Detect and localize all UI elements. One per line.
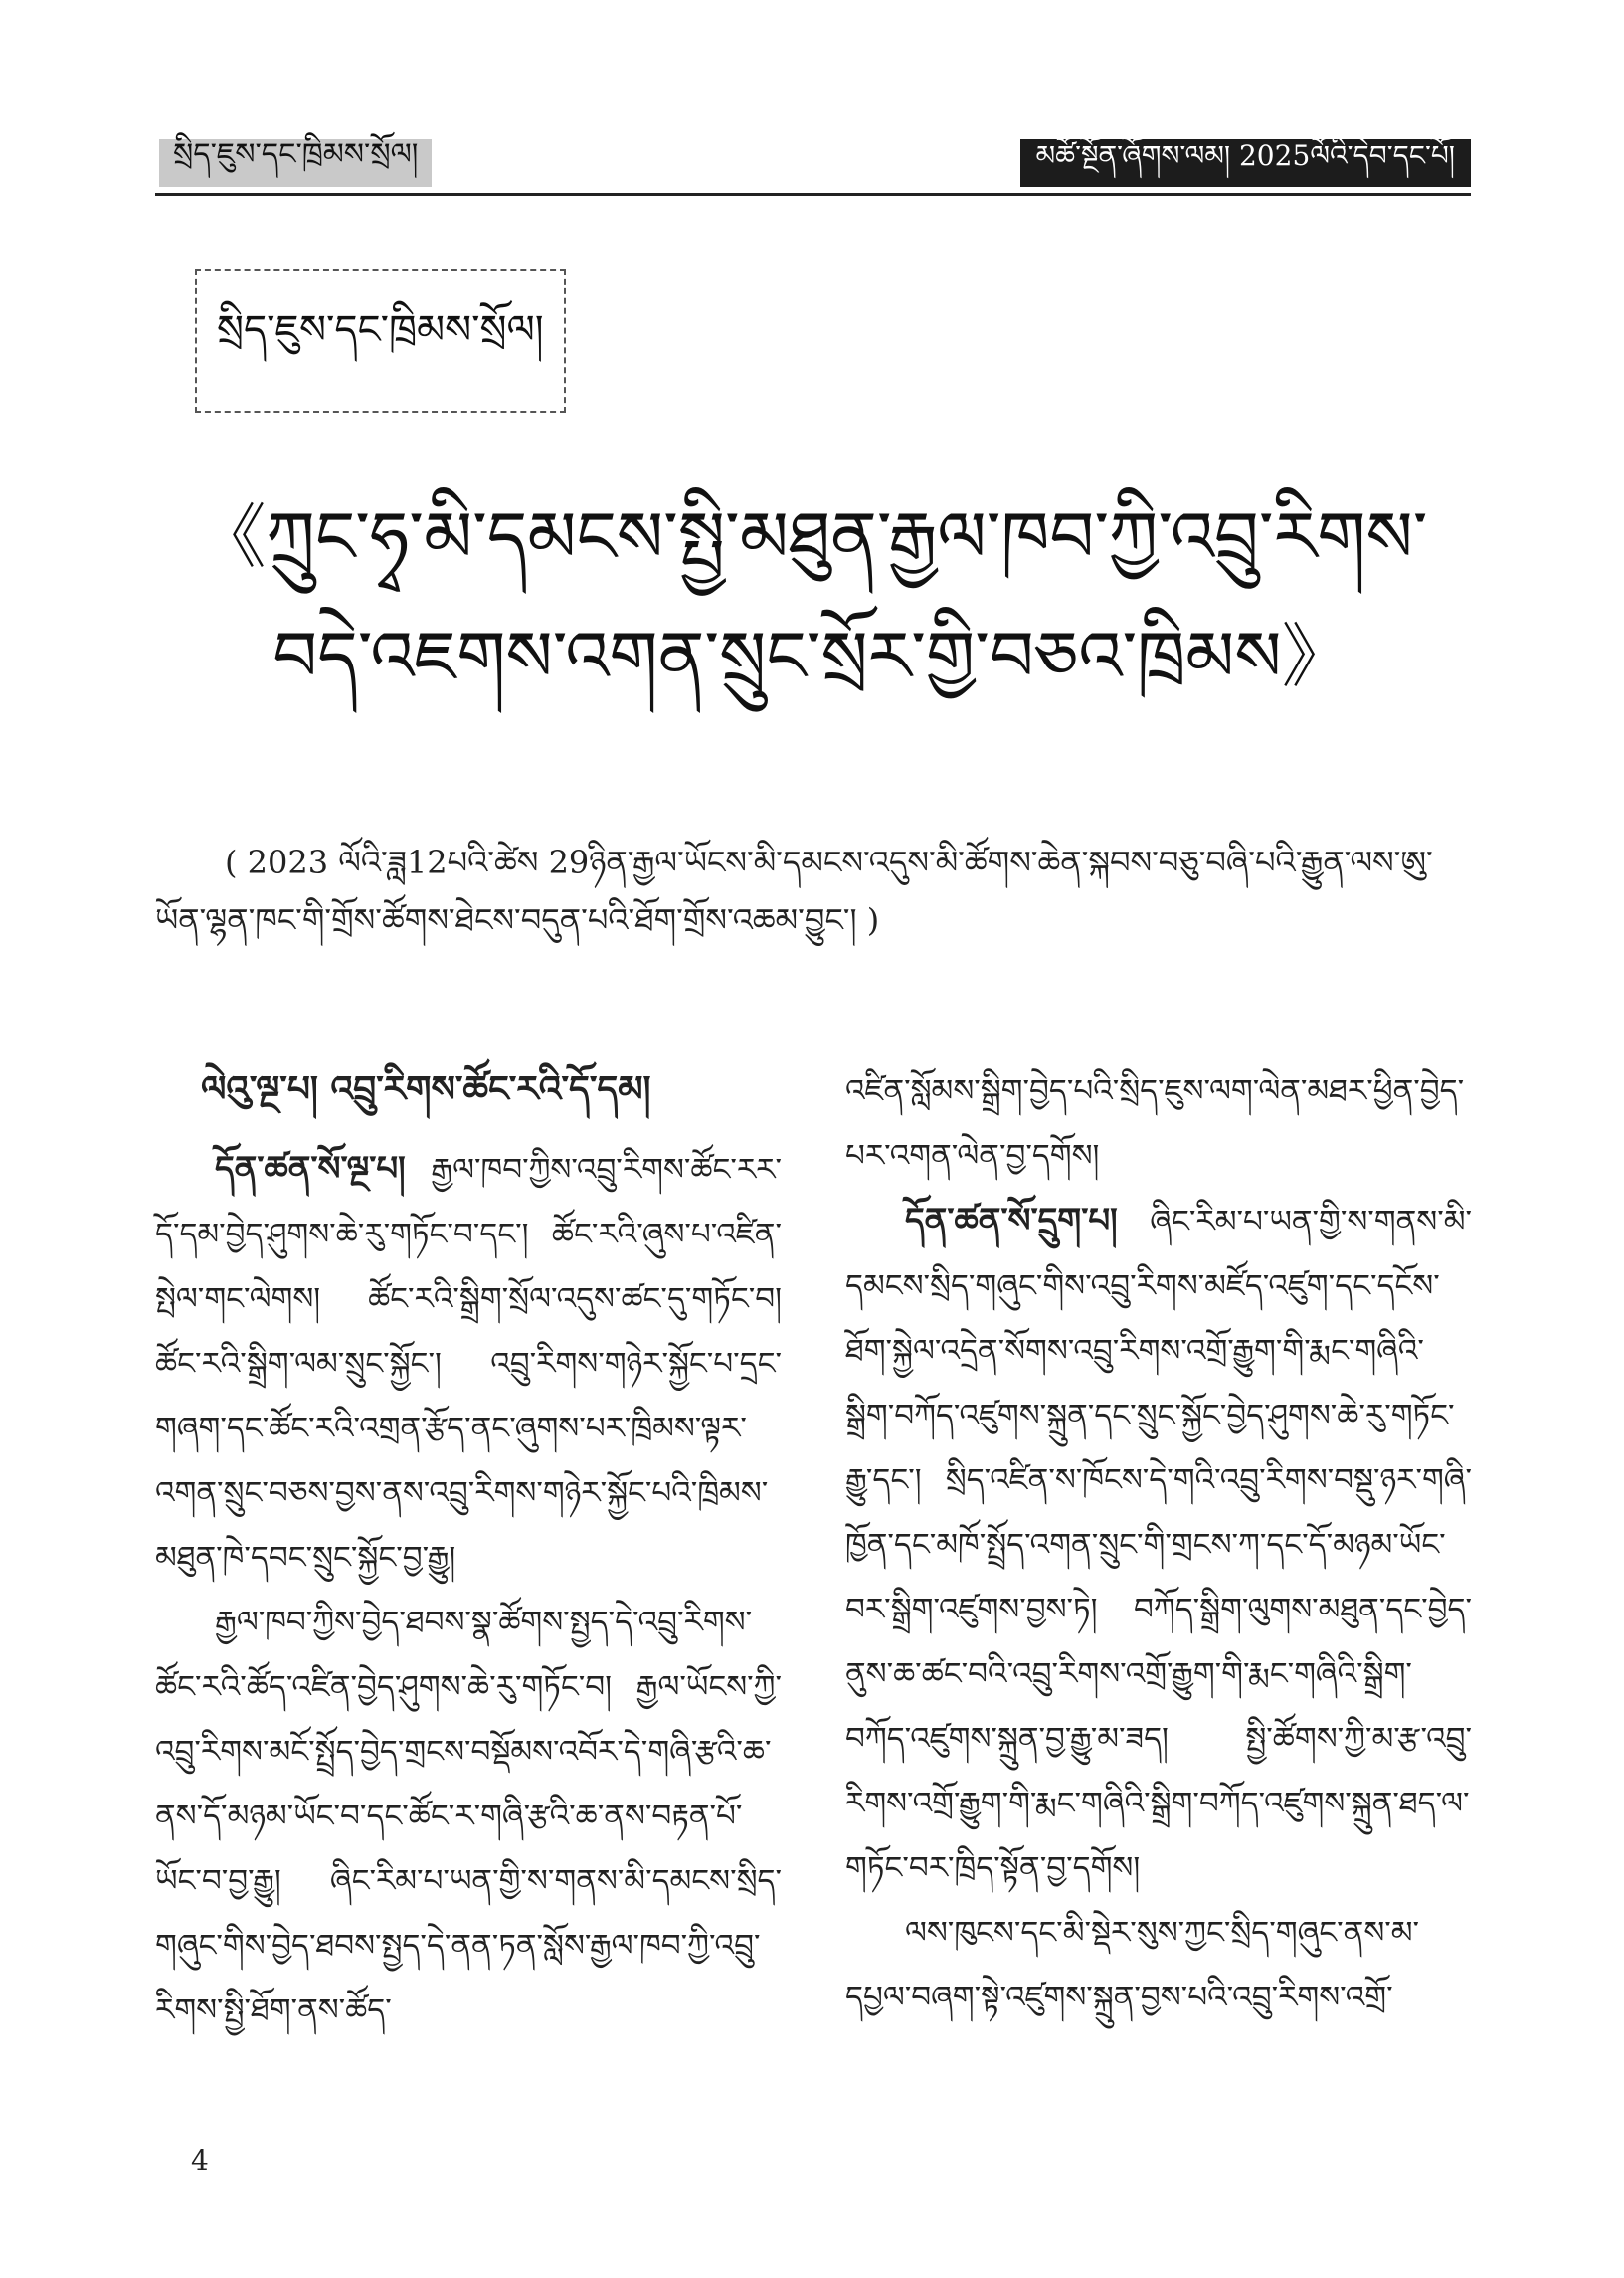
article-label: དོན་ཚན་སོ་དྲུག་པ། <box>905 1201 1118 1240</box>
paragraph: ལས་ཁུངས་དང་མི་སྡེར་སུས་ཀྱང་སྲིད་གཞུང་ནས་མ་དཔྱལ་བཞག་སྟེ་འཛུགས་སྐྲུན་བྱས་པའི་འབྲུ་རིགས་འགྲོ་ <box>845 1915 1420 2015</box>
adoption-note: ( 2023 ལོའི་ཟླ12པའི་ཚེས 29ཉིན་རྒྱལ་ཡོངས་མི་དམངས་འདུས་མི་ཚོགས་ཆེན་སྐབས་བཅུ་བཞི་པའི་རྒྱུན་ལས་ཨུ་ཡོན་ལྷན་ཁང་གི་གྲོས་ཚོགས་ཐེངས་བདུན་པའི་ཐོག་གྲོས་འཆམ་བྱུང་། ) <box>155 844 1433 939</box>
article-36-paragraph <box>845 1189 1472 1901</box>
left-column <box>155 1059 782 2043</box>
running-header-journal: མཚོ་སྔོན་ཞོགས་ལམ། 2025ལོའི་དེབ་དང་པོ། <box>1020 139 1471 187</box>
header-rule <box>155 193 1471 196</box>
title-line-2: བདེ་འཇགས་འགན་སྲུང་སྲོར་གྱི་བཅའ་ཁྲིམས》 <box>272 616 1352 697</box>
section-label-box: སྲིད་ཇུས་དང་ཁྲིམས་སྲོལ། <box>195 269 566 413</box>
right-column <box>845 1059 1472 2030</box>
title-line-1: 《ཀྲུང་ཧྭ་མི་དམངས་སྤྱི་མཐུན་རྒྱལ་ཁབ་ཀྱི་འབྲུ་རིགས་ <box>196 496 1428 578</box>
chapter-heading: ལེའུ་ལྔ་པ། འབྲུ་རིགས་ཚོང་རའི་དོ་དམ། <box>201 1068 651 1110</box>
article-35-paragraph <box>155 1137 782 1591</box>
paragraph-text: རྒྱལ་ཁབ་ཀྱིས་འབྲུ་རིགས་ཚོང་རར་དོ་དམ་བྱེད་ཤུགས་ཆེ་རུ་གཏོང་བ་དང་། ཚོང་རའི་ཞུས་པ་འཛིན་སྤེལ་གང་ལེགས། ཚོང་རའི་སྒྲིག་སྲོལ་འདུས་ཚང་དུ་གཏོང་བ། ཚོང་རའི་སྒྲིག་ལམ་སྲུང་སྐྱོང་། འབྲུ་རིགས་གཉེར་སྐྱོང་པ་དྲང་གཞག་དང་ཚོང་རའི་འགྲན་རྩོད་ནང་ཞུགས་པར་ཁྲིམས་ལྟར་འགན་སྲུང་བཅས་བྱས་ནས་འབྲུ་རིགས་གཉེར་སྐྱོང་པའི་ཁྲིམས་མཐུན་ཁེ་དབང་སྲུང་སྐྱོང་བྱ་རྒྱུ། <box>155 1152 782 1576</box>
paragraph: རྒྱལ་ཁབ་ཀྱིས་བྱེད་ཐབས་སྣ་ཚོགས་སྤྱད་དེ་འབྲུ་རིགས་ཚོང་རའི་ཚོད་འཛིན་བྱེད་ཤུགས་ཆེ་རུ་གཏོང་བ། རྒྱལ་ཡོངས་ཀྱི་འབྲུ་རིགས་མངོ་སྤྲོད་བྱེད་གྲངས་བསྡོམས་འབོར་དེ་གཞི་རྩའི་ཆ་ནས་དོ་མཉམ་ཡོང་བ་དང་ཚོང་ར་གཞི་རྩའི་ཆ་ནས་བརྟན་པོ་ཡོང་བ་བྱ་རྒྱུ། ཞིང་རིམ་པ་ཡན་གྱི་ས་གནས་མི་དམངས་སྲིད་གཞུང་གིས་བྱེད་ཐབས་སྤྱད་དེ་ནན་ཏན་སློས་རྒྱལ་ཁབ་ཀྱི་འབྲུ་རིགས་སྤྱི་ཐོག་ནས་ཚོད་ <box>155 1605 782 2028</box>
paragraph-continued: འཛིན་སློམས་སྒྲིག་བྱེད་པའི་སྲིད་ཇུས་ལག་ལེན་མཐར་ཕྱིན་བྱེད་པར་འགན་ལེན་བྱ་དགོས། <box>845 1073 1465 1174</box>
article-label: དོན་ཚན་སོ་ལྔ་པ། <box>215 1149 406 1189</box>
paragraph-text: ཞིང་རིམ་པ་ཡན་གྱི་ས་གནས་མི་དམངས་སྲིད་གཞུང་གིས་འབྲུ་རིགས་མཛོད་འཛུག་དང་དངོས་ཐོག་སྐྱེལ་འདྲེན་སོགས་འབྲུ་རིགས་འགྲོ་རྒྱུག་གི་རྨང་གཞིའི་སྒྲིག་བཀོད་འཛུགས་སྐྲུན་དང་སྲུང་སྐྱོང་བྱེད་ཤུགས་ཆེ་རུ་གཏོང་རྒྱུ་དང་། སྲིད་འཛིན་ས་ཁོངས་དེ་གའི་འབྲུ་རིགས་བསྡུ་ཉར་གཞི་ཁྱོན་དང་མཁོ་སྤྲོད་འགན་སྲུང་གི་གྲངས་ཀ་དང་དོ་མཉམ་ཡོང་བར་སྒྲིག་འཛུགས་བྱས་ཏེ། བཀོད་སྒྲིག་ལུགས་མཐུན་དང་བྱེད་ནུས་ཆ་ཚང་བའི་འབྲུ་རིགས་འགྲོ་རྒྱུག་གི་རྨང་གཞིའི་སྒྲིག་བཀོད་འཛུགས་སྐྲུན་བྱ་རྒྱུ་མ་ཟད། སྤྱི་ཚོགས་ཀྱི་མ་རྩ་འབྲུ་རིགས་འགྲོ་རྒྱུག་གི་རྨང་གཞིའི་སྒྲིག་བཀོད་འཛུགས་སྐྲུན་ཐད་ལ་གཏོང་བར་ཁྲིད་སྟོན་བྱ་དགོས། <box>845 1204 1472 1886</box>
document-title <box>129 477 1495 716</box>
page-number: 4 <box>191 2144 209 2177</box>
running-header-section: སྲིད་ཇུས་དང་ཁྲིམས་སྲོལ། <box>159 139 432 187</box>
